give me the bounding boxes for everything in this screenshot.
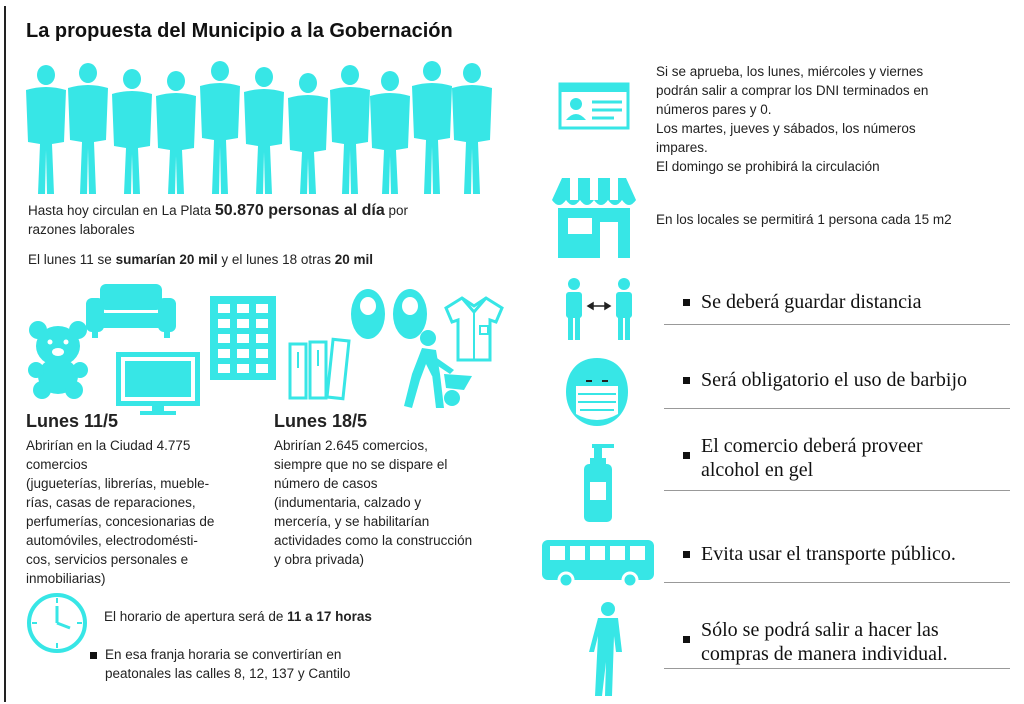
text-line: Abrirían en la Ciudad 4.775: [26, 438, 191, 453]
page-title: La propuesta del Municipio a la Gobernación: [26, 20, 453, 42]
divider: [664, 668, 1010, 669]
building-window: [237, 319, 249, 328]
lunes-11-heading: Lunes 11/5: [26, 411, 119, 431]
bullet-icon: [683, 551, 690, 558]
text-line: mercería, y se habilitarían: [274, 514, 430, 529]
text-line: El domingo se prohibirá la circulación: [656, 159, 880, 174]
building-window: [256, 349, 268, 358]
building-window: [256, 334, 268, 343]
rule-text: Será obligatorio el uso de barbijo: [701, 369, 968, 391]
circulation-text: Hasta hoy circulan en La Plata 50.870 personas al día por razones laborales: [28, 202, 408, 237]
building-icon: [210, 296, 276, 380]
person-silhouette: [370, 71, 410, 194]
building-window: [218, 364, 230, 373]
building-window: [218, 349, 230, 358]
additional-circulation-text: El lunes 11 se sumarían 20 mil y el lunes 18 otras 20 mil: [28, 252, 373, 267]
bullet-icon: [683, 636, 690, 643]
person-silhouette: [288, 73, 328, 194]
construction-worker-icon: [394, 330, 474, 410]
lunes-18-heading: Lunes 18/5: [274, 411, 368, 431]
rule-item: [683, 368, 967, 392]
person-silhouette: [452, 63, 492, 194]
text-line: número de casos: [274, 476, 378, 491]
alcohol-gel-icon: [580, 442, 616, 524]
text-line: cos, servicios personales e: [26, 552, 189, 567]
building-window: [237, 364, 249, 373]
divider: [664, 408, 1010, 409]
rule-text: compras de manera individual.: [701, 643, 948, 665]
text-line: (jugueterías, librerías, mueble-: [26, 476, 210, 491]
text-line: perfumerías, concesionarias de: [26, 514, 215, 529]
divider: [664, 490, 1010, 491]
social-distance-icon: [564, 278, 634, 342]
television-icon: [116, 352, 200, 416]
building-window: [256, 304, 268, 313]
rule-item: [683, 290, 921, 314]
person-silhouette: [412, 61, 452, 194]
bus-window: [570, 546, 585, 560]
text-line: Si se aprueba, los lunes, miércoles y viernes: [656, 64, 924, 79]
bus-window: [630, 546, 645, 560]
building-window: [237, 304, 249, 313]
bullet-icon: [90, 652, 97, 659]
text-line: impares.: [656, 140, 708, 155]
rule-item: [683, 542, 956, 566]
rule-text: Se deberá guardar distancia: [701, 291, 922, 313]
rule-text: Evita usar el transporte público.: [701, 543, 956, 565]
face-mask-icon: [564, 356, 630, 428]
opening-hours-text: El horario de apertura será de 11 a 17 horas: [104, 609, 372, 624]
infographic-frame: [4, 6, 1024, 702]
teddy-bear-icon: [26, 320, 90, 398]
text-line: podrán salir a comprar los DNI terminados en: [656, 83, 929, 98]
books-icon: [288, 338, 354, 400]
divider: [664, 582, 1010, 583]
building-window: [237, 334, 249, 343]
building-window: [218, 304, 230, 313]
text-line: (indumentaria, calzado y: [274, 495, 422, 510]
text-line: automóviles, electrodomésti-: [26, 533, 198, 548]
person-silhouette: [244, 67, 284, 194]
text-line: actividades como la construcción: [274, 533, 473, 548]
dni-rules-text: [656, 62, 1016, 176]
bus-icon: [542, 540, 654, 588]
building-window: [237, 349, 249, 358]
text-line: y obra privada): [274, 552, 365, 567]
store-capacity-text: En los locales se permitirá 1 persona cada 15 m2: [656, 212, 952, 227]
person-silhouette: [68, 63, 108, 194]
bullet-icon: [683, 377, 690, 384]
people-crowd-icon: [24, 60, 514, 194]
sofa-icon: [86, 282, 176, 338]
pedestrian-streets-note: En esa franja horaria se convertirían en peatonales las calles 8, 12, 137 y Cantilo: [90, 645, 490, 683]
person-silhouette: [330, 65, 370, 194]
divider: [664, 324, 1010, 325]
building-window: [256, 319, 268, 328]
text-line: rías, casas de reparaciones,: [26, 495, 196, 510]
rule-text: El comercio deberá proveer: [701, 435, 923, 457]
text-line: Abrirían 2.645 comercios,: [274, 438, 428, 453]
bullet-icon: [683, 452, 690, 459]
rule-item: [683, 434, 923, 482]
building-window: [218, 334, 230, 343]
id-card-icon: [558, 82, 630, 130]
text-line: siempre que no se dispare el: [274, 457, 448, 472]
lunes-18-text: [274, 436, 514, 569]
person-silhouette: [200, 61, 240, 194]
bus-window: [610, 546, 625, 560]
rule-item: [683, 618, 948, 666]
rule-text: alcohol en gel: [701, 459, 814, 481]
text-line: Los martes, jueves y sábados, los números: [656, 121, 916, 136]
text-line: inmobiliarias): [26, 571, 106, 586]
text-line: comercios: [26, 457, 88, 472]
building-window: [256, 364, 268, 373]
single-person-icon: [588, 602, 624, 698]
clock-icon: [26, 592, 88, 654]
lunes-11-text: [26, 436, 266, 588]
bus-window: [590, 546, 605, 560]
bullet-icon: [683, 299, 690, 306]
person-silhouette: [26, 65, 66, 194]
bus-window: [550, 546, 565, 560]
person-silhouette: [156, 71, 196, 194]
person-silhouette: [112, 69, 152, 194]
text-line: números pares y 0.: [656, 102, 772, 117]
building-window: [218, 319, 230, 328]
rule-text: Sólo se podrá salir a hacer las: [701, 619, 939, 641]
store-icon: [552, 178, 636, 258]
